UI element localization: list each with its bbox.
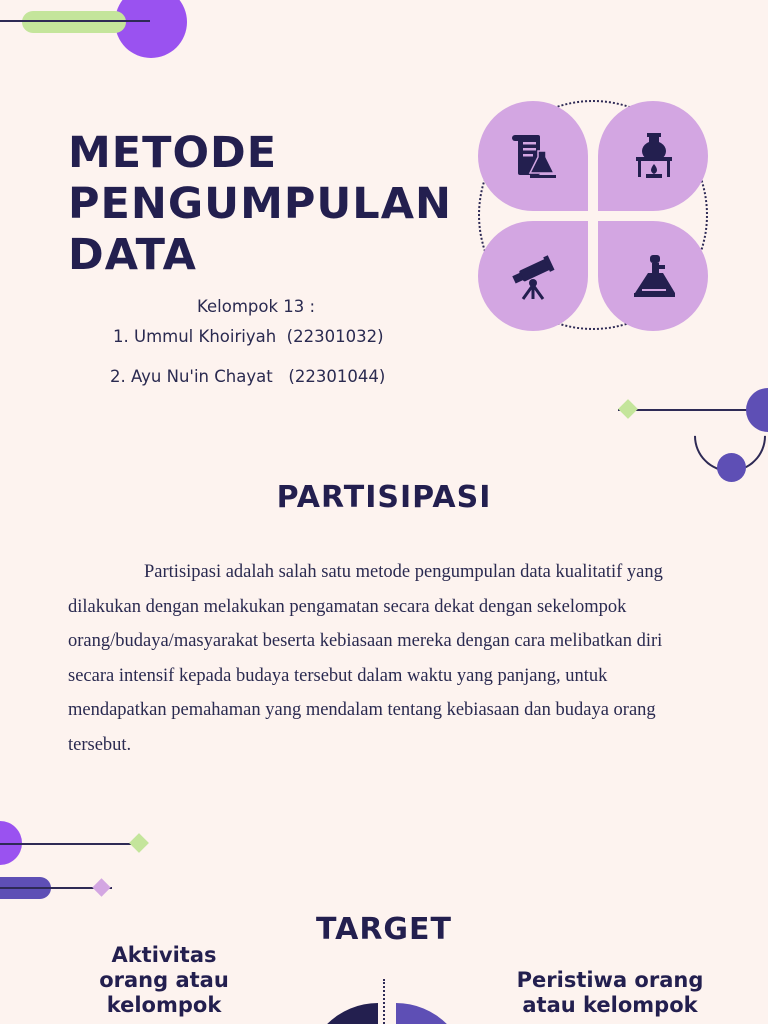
petal-bottom-right	[598, 221, 708, 331]
decor-green-diamond	[618, 399, 638, 419]
top-decoration	[0, 0, 200, 60]
petal-top-right	[598, 101, 708, 211]
left-decoration	[0, 820, 160, 910]
target-segment-left	[306, 1003, 378, 1024]
decor-green-pill	[22, 11, 126, 33]
petal-bottom-left	[478, 221, 588, 331]
icon-cluster	[476, 100, 712, 334]
participation-body: Partisipasi adalah salah satu metode pengumpulan data kualitatif yang dilakukan dengan melakukan pengamatan secara dekat dengan sekelompok orang/budaya/masyarakat beserta kebiasaan mereka dengan cara melibatkan diri secara intensif kepada budaya tersebut dalam waktu yang panjang, untuk mendapatkan pemahaman yang mendalam tentang kebiasaan dan budaya orang tersebut.	[68, 562, 663, 755]
target-diagram	[300, 975, 470, 1024]
telescope-icon	[508, 251, 558, 301]
member-1: 1. Ummul Khoiriyah (22301032)	[113, 327, 384, 346]
member-2: 2. Ayu Nu'in Chayat (22301044)	[110, 367, 386, 386]
page-title	[68, 128, 468, 281]
participation-heading: PARTISIPASI	[276, 480, 492, 515]
title-line-1: METODE	[68, 128, 278, 178]
title-line-3: DATA	[68, 230, 197, 280]
decor-lavender-diamond	[92, 878, 110, 896]
title-line-2: PENGUMPULAN	[68, 179, 452, 229]
target-right-label: Peristiwa orang atau kelompok	[516, 968, 704, 1017]
target-center-dotted-line	[383, 979, 385, 1024]
target-segment-right	[396, 1003, 468, 1024]
decor-line	[0, 843, 145, 845]
target-heading: TARGET	[315, 912, 453, 947]
right-decoration	[610, 380, 768, 490]
petal-top-left	[478, 101, 588, 211]
microscope-icon	[630, 251, 678, 301]
decor-purple-circle	[115, 0, 187, 58]
group-label: Kelompok 13 :	[197, 297, 316, 316]
decor-green-diamond	[129, 833, 149, 853]
decor-line	[0, 20, 150, 22]
decor-small-circle	[717, 453, 746, 482]
chemistry-burner-icon	[632, 131, 676, 181]
scroll-flask-icon	[508, 131, 558, 181]
target-left-label: Aktivitas orang atau kelompok	[99, 943, 229, 1017]
